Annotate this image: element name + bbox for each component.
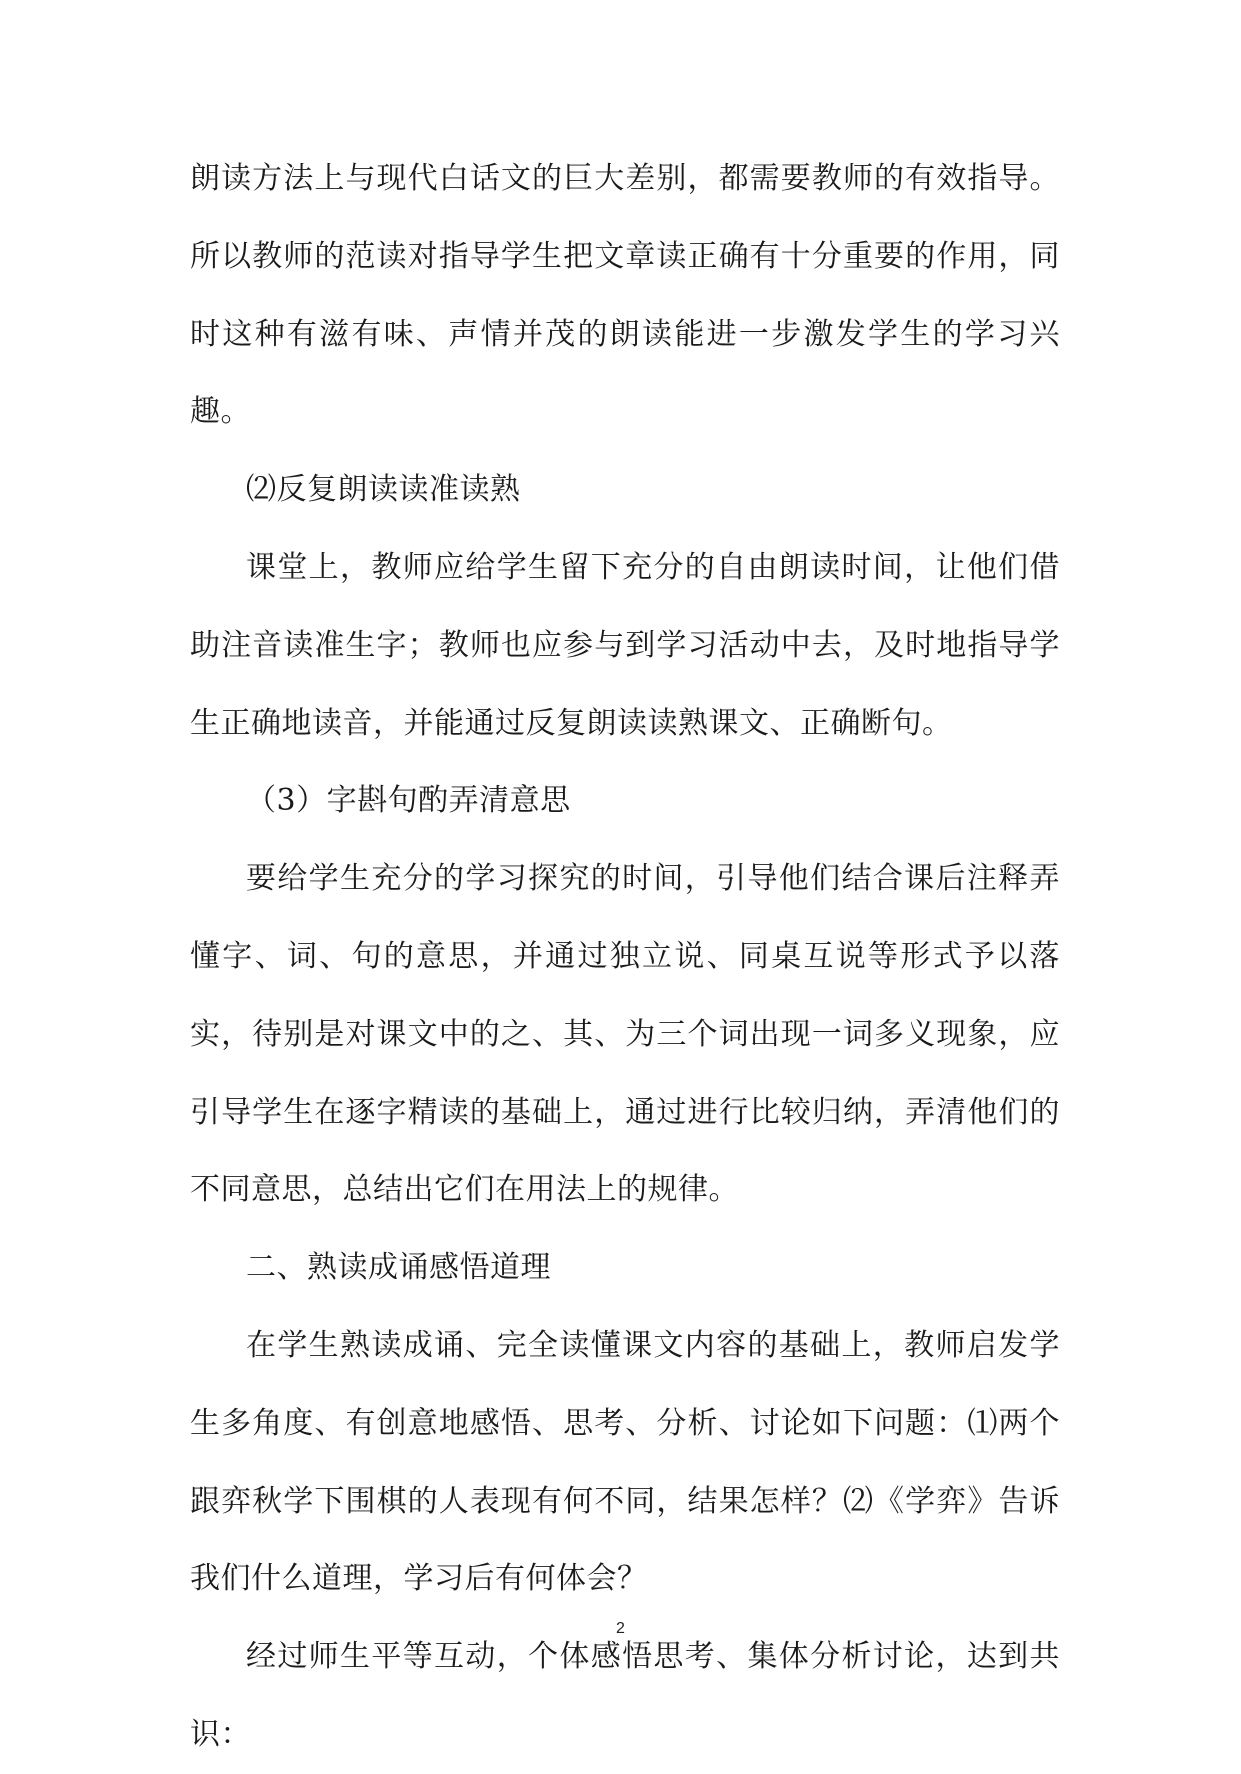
paragraph-2-heading: ⑵反复朗读读准读熟 <box>246 472 521 508</box>
paragraph-1: 朗读方法上与现代白话文的巨大差别，都需要教师的有效指导。所以教师的范读对指导学生把文章读正确有十分重要的作用，同时这种有滋有味、声情并茂的朗读能进一步激发学生的学习兴趣。 <box>190 161 1060 430</box>
paragraph-4-heading: （3）字斟句酌弄清意思 <box>246 783 571 819</box>
paragraph-6-heading: 二、熟读成诵感悟道理 <box>246 1250 551 1286</box>
page-body <box>190 140 1060 1774</box>
paragraph-3: 课堂上，教师应给学生留下充分的自由朗读时间，让他们借助注音读准生字；教师也应参与到学习活动中去，及时地指导学生正确地读音，并能通过反复朗读读熟课文、正确断句。 <box>190 549 1060 741</box>
paragraph-5: 要给学生充分的学习探究的时间，引导他们结合课后注释弄懂字、词、句的意思，并通过独立说、同桌互说等形式予以落实，待别是对课文中的之、其、为三个词出现一词多义现象，应引导学生在逐字精读的基础上，通过进行比较归纳，弄清他们的不同意思，总结出它们在用法上的规律。 <box>190 861 1060 1208</box>
page-number: 2 <box>616 1620 625 1637</box>
paragraph-7: 在学生熟读成诵、完全读懂课文内容的基础上，教师启发学生多角度、有创意地感悟、思考、分析、讨论如下问题：⑴两个跟弈秋学下围棋的人表现有何不同，结果怎样？⑵《学弈》告诉我们什么道理，学习后有何体会？ <box>190 1327 1060 1597</box>
paragraph-8: 经过师生平等互动，个体感悟思考、集体分析讨论，达到共识： <box>190 1639 1060 1752</box>
